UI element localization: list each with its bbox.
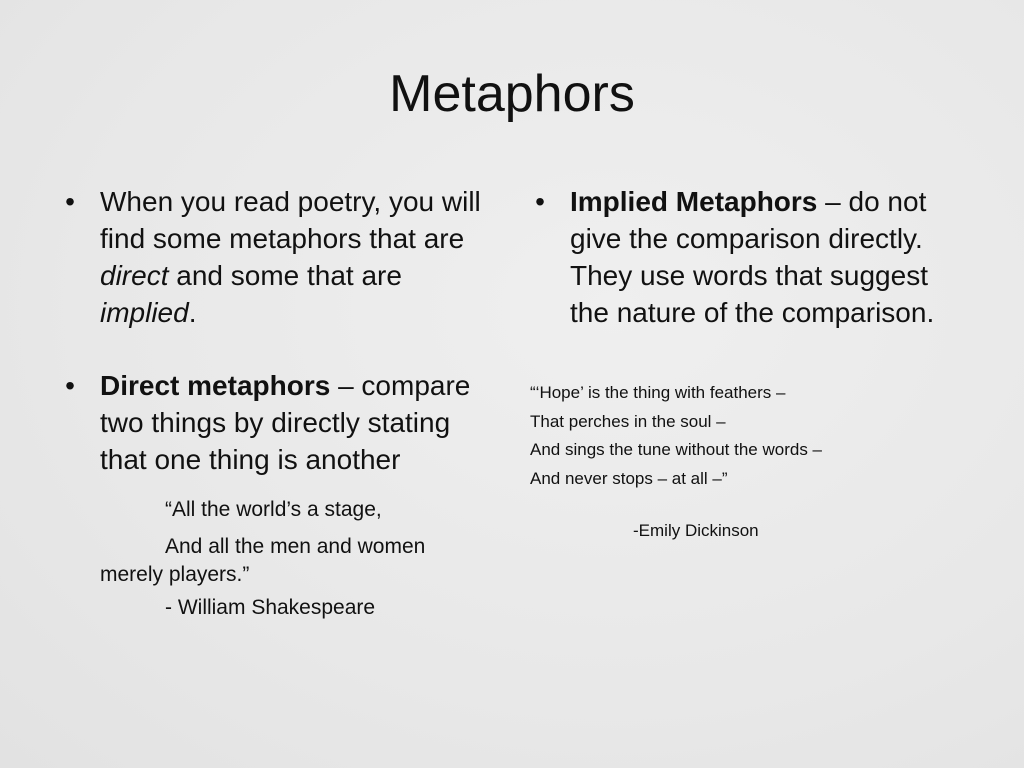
right-column	[530, 183, 950, 542]
poem-line: And never stops – at all –”	[530, 468, 728, 488]
shakespeare-quote	[60, 496, 490, 622]
slide-title: Metaphors	[389, 65, 635, 123]
poem-author: -Emily Dickinson	[633, 521, 759, 540]
poem-line: “‘Hope’ is the thing with feathers –	[530, 383, 786, 402]
bullet-implied-metaphors	[530, 183, 950, 331]
bullet-direct-metaphors	[60, 367, 490, 478]
quote-line-2a: And all the men and women	[165, 535, 426, 558]
bullet-text: When you read poetry, you will find some metaphors that are	[100, 186, 481, 254]
quote-line-2	[100, 533, 490, 589]
poem-line: And sings the tune without the words –	[530, 440, 823, 459]
bullet-text: and some that are	[168, 260, 402, 291]
dickinson-poem	[530, 379, 950, 493]
bullet-dot: •	[65, 186, 75, 217]
poem-line: That perches in the soul –	[530, 411, 726, 431]
quote-author: - William Shakespeare	[165, 596, 376, 619]
bullet-text: .	[188, 297, 197, 328]
bullet-text: – compare two things by directly stating that one thing is another	[100, 370, 471, 475]
left-column	[60, 183, 490, 622]
quote-line-2b: merely players.”	[100, 563, 250, 586]
emphasis-direct: direct	[100, 260, 169, 291]
bullet-dot: •	[65, 370, 75, 401]
bullet-text: – do not give the comparison directly. They use words that suggest the nature of the comparison.	[570, 186, 935, 328]
emphasis-implied: implied	[100, 297, 189, 328]
bullet-poetry-intro	[60, 183, 490, 331]
term-direct-metaphors: Direct metaphors	[100, 370, 331, 401]
bullet-dot: •	[535, 186, 545, 217]
term-implied-metaphors: Implied Metaphors	[570, 186, 818, 217]
quote-line-1: “All the world’s a stage,	[165, 498, 382, 521]
